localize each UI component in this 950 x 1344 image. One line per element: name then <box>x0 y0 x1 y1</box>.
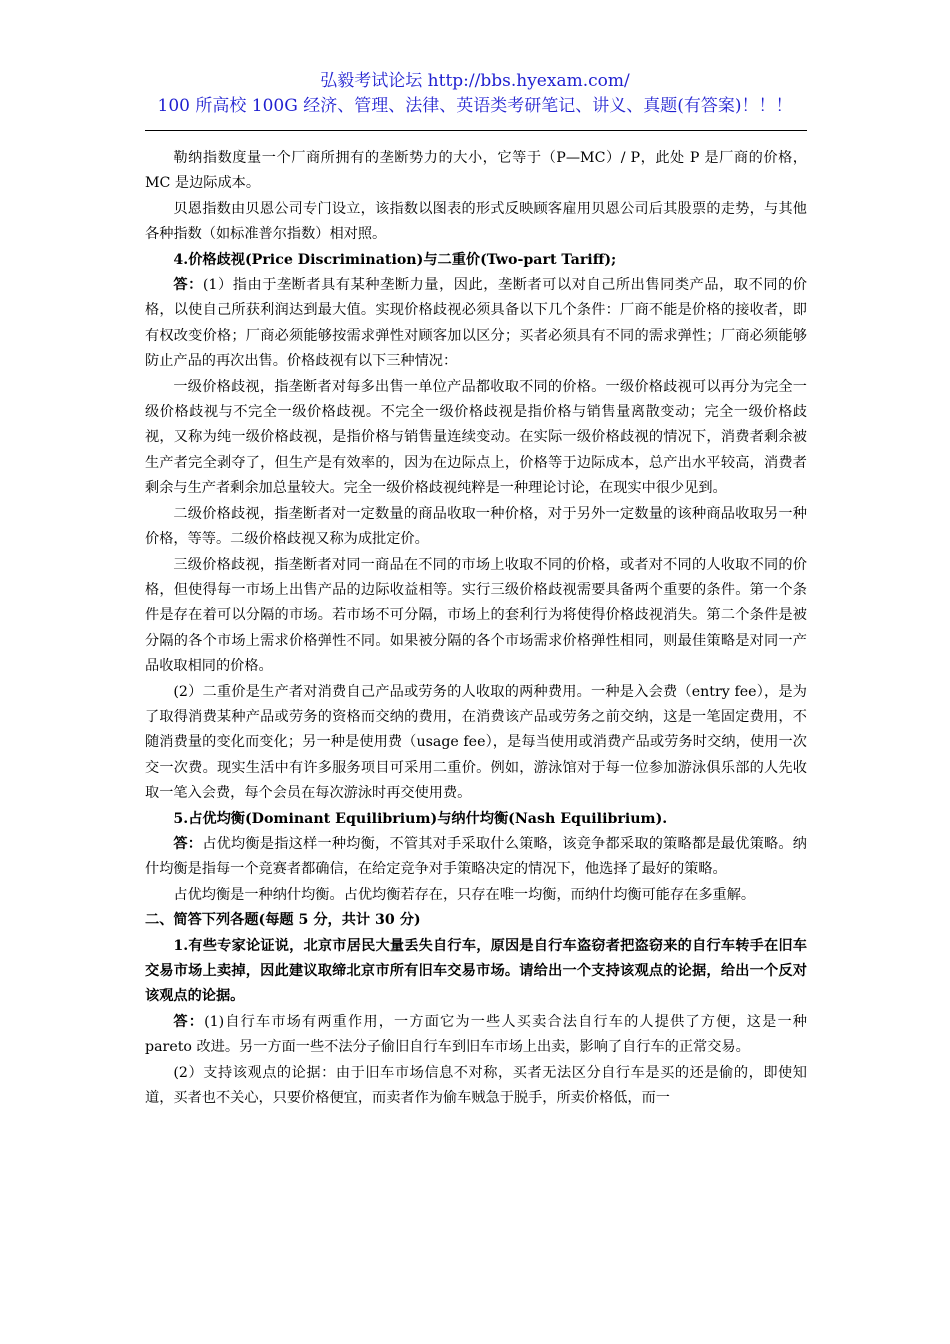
paragraph-two-part-tariff: (2）二重价是生产者对消费自己产品或劳务的人收取的两种费用。一种是入会费（entry fee），是为了取得消费某种产品或劳务的资格而交纳的费用，在消费该产品或劳务之前交纳，这是一笔固定费用，不随消费量的变化而变化；另一种是使用费（usage fee），是每当使用或消费产品或劳务时交纳，使用一次交一次费。现实生活中有许多服务项目可采用二重价。例如，游泳馆对于每一位参加游泳俱乐部的人先收取一笔入会费，每个会员在每次游泳时再交使用费。 <box>145 683 807 802</box>
section-heading-short-answer: 二、简答下列各题(每题 5 分，共计 30 分) <box>145 912 421 929</box>
answer-paragraph <box>145 1010 807 1061</box>
document-body <box>145 146 807 1111</box>
question-heading-bicycle-market: 1.有些专家论证说，北京市居民大量丢失自行车，原因是自行车盗窃者把盗窃来的自行车转手在旧车交易市场上卖掉，因此建议取缔北京市所有旧车交易市场。请给出一个支持该观点的论据，给出一个反对该观点的论据。 <box>145 937 807 1005</box>
header-promo-line: 100 所高校 100G 经济、管理、法律、英语类考研笔记、讲义、真题(有答案)！！！ <box>157 96 793 116</box>
header-forum-line[interactable]: 弘毅考试论坛 http://bbs.hyexam.com/ <box>320 71 630 91</box>
paragraph-first-degree: 一级价格歧视，指垄断者对每多出售一单位产品都收取不同的价格。一级价格歧视可以再分为完全一级价格歧视与不完全一级价格歧视。不完全一级价格歧视是指价格与销售量离散变动；完全一级价格歧视，又称为纯一级价格歧视，是指价格与销售量连续变动。在实际一级价格歧视的情况下，消费者剩余被生产者完全剥夺了，但生产是有效率的，因为在边际点上，价格等于边际成本，总产出水平较高，消费者剩余与生产者剩余加总量较大。完全一级价格歧视纯粹是一种理论讨论，在现实中很少见到。 <box>145 378 807 497</box>
header-divider <box>145 130 807 131</box>
paragraph-dominant-vs-nash: 占优均衡是一种纳什均衡。占优均衡若存在，只存在唯一均衡，而纳什均衡可能存在多重解。 <box>173 886 756 903</box>
answer-text: (1)自行车市场有两重作用，一方面它为一些人买卖合法自行车的人提供了方便，这是一种 pareto 改进。另一方面一些不法分子偷旧自行车到旧车市场上出卖，影响了自行车的正常交易。 <box>145 1013 807 1056</box>
answer-label: 答： <box>173 1013 205 1030</box>
question-heading-price-discrimination: 4.价格歧视(Price Discrimination)与二重价(Two-part Tariff); <box>173 251 617 268</box>
paragraph-third-degree: 三级价格歧视，指垄断者对同一商品在不同的市场上收取不同的价格，或者对不同的人收取不同的价格，但使得每一市场上出售产品的边际收益相等。实行三级价格歧视需要具备两个重要的条件。第一个条件是存在着可以分隔的市场。若市场不可分隔，市场上的套利行为将使得价格歧视消失。第二个条件是被分隔的各个市场上需求价格弹性不同。如果被分隔的各个市场需求价格弹性相同，则最佳策略是对同一产品收取相同的价格。 <box>145 556 807 675</box>
paragraph-lerner-index: 勒纳指数度量一个厂商所拥有的垄断势力的大小，它等于（P—MC）/ P，此处 P 是厂商的价格，MC 是边际成本。 <box>145 150 807 192</box>
answer-paragraph <box>145 273 807 375</box>
question-heading-equilibrium: 5.占优均衡(Dominant Equilibrium)与纳什均衡(Nash Equilibrium). <box>173 810 668 827</box>
paragraph-second-degree: 二级价格歧视，指垄断者对一定数量的商品收取一种价格，对于另外一定数量的该种商品收取另一种价格，等等。二级价格歧视又称为成批定价。 <box>145 505 807 548</box>
paragraph-supporting-argument: (2）支持该观点的论据：由于旧车市场信息不对称，买者无法区分自行车是买的还是偷的，即使知道，买者也不关心，只要价格便宜，而卖者作为偷车贼急于脱手，所卖价格低，而一 <box>145 1064 807 1107</box>
answer-text: 占优均衡是指这样一种均衡，不管其对手采取什么策略，该竞争都采取的策略都是最优策略。纳什均衡是指每一个竞赛者都确信，在给定竞争对手策略决定的情况下，他选择了最好的策略。 <box>145 835 807 878</box>
answer-text: (1）指由于垄断者具有某种垄断力量，因此，垄断者可以对自己所出售同类产品，取不同的价格，以使自己所获利润达到最大值。实现价格歧视必须具备以下几个条件：厂商不能是价格的接收者，即有权改变价格；厂商必须能够按需求弹性对顾客加以区分；买者必须具有不同的需求弹性；厂商必须能够防止产品的再次出售。价格歧视有以下三种情况： <box>145 277 807 370</box>
answer-label: 答： <box>173 277 203 294</box>
answer-paragraph <box>145 832 807 883</box>
answer-label: 答： <box>173 835 203 852</box>
paragraph-bain-index: 贝恩指数由贝恩公司专门设立，该指数以图表的形式反映顾客雇用贝恩公司后其股票的走势，与其他各种指数（如标准普尔指数）相对照。 <box>145 200 807 243</box>
